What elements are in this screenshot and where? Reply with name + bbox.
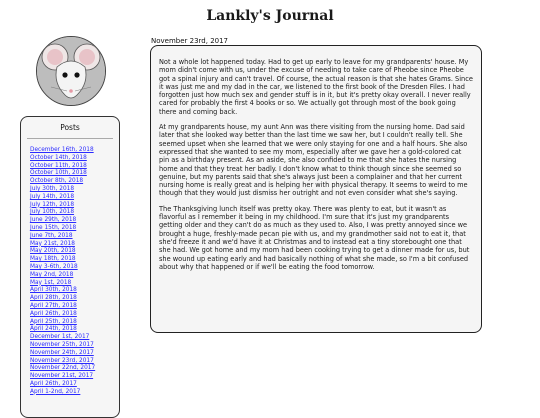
post-link[interactable]: July 10th, 2018 <box>30 209 75 216</box>
post-list-item <box>30 158 119 169</box>
post-list-item <box>30 142 119 153</box>
post-list-item <box>30 212 119 224</box>
post-list-item <box>30 337 119 348</box>
post-list-item <box>30 345 119 356</box>
posts-list <box>21 142 119 395</box>
post-link[interactable]: April 27th, 2018 <box>30 302 77 309</box>
post-link[interactable]: July 14th, 2018 <box>30 193 75 200</box>
post-link[interactable]: December 1st, 2017 <box>30 334 90 341</box>
post-list-item <box>30 329 119 341</box>
site-title: Lankly's Journal <box>206 8 334 24</box>
post-link[interactable]: May 18th, 2018 <box>30 256 76 263</box>
post-link[interactable]: November 23rd, 2017 <box>30 357 94 364</box>
post-list-item <box>30 189 119 200</box>
post-link[interactable]: June 15th, 2018 <box>30 224 77 231</box>
post-list-item <box>30 290 119 302</box>
post-list-item <box>30 259 119 270</box>
post-date: November 23rd, 2017 <box>151 37 229 45</box>
post-link[interactable]: October 11th, 2018 <box>30 162 87 169</box>
post-link[interactable]: April 25th, 2018 <box>30 318 77 325</box>
post-link[interactable]: April 26th, 2017 <box>30 380 77 387</box>
post-link[interactable]: November 22nd, 2017 <box>30 365 96 372</box>
post-list-item <box>30 306 119 317</box>
post-list-item <box>30 298 119 309</box>
post-paragraph: At my grandparents house, my aunt Ann was there visiting from the nursing home. Dad said later that she looked way better than the last time we saw her, but I couldn't really tell. She seemed upset when she learned that we were only staying for one and a half hours. She also expressed that she wanted to see my mom, especially after we gave her a gold-colored cat pin as a birthday present. As an aside, she also confided to me that she hates the nursing home and that they treat her badly. I don't know what to think though since she seemed so genuine, but my parents said that she's always just been a complainer and that her current nursing home is really great and is helping her with physical therapy. It seems to weird to me though that they would just dismiss her outright and not even consider what she's saying. <box>159 123 468 198</box>
post-link[interactable]: May 2nd, 2018 <box>30 271 74 278</box>
post-link[interactable]: April 26th, 2018 <box>30 310 77 317</box>
avatar <box>36 36 106 106</box>
post-list-item <box>30 251 119 263</box>
post-link[interactable]: April 30th, 2018 <box>30 287 77 294</box>
post-link[interactable]: May 3-6th, 2018 <box>30 263 78 270</box>
post-body <box>150 45 482 333</box>
post-link[interactable]: June 29th, 2018 <box>30 217 77 224</box>
post-link[interactable]: July 30th, 2018 <box>30 185 75 192</box>
post-list-item <box>30 318 119 333</box>
post-list-item <box>30 314 119 325</box>
post-list-item <box>30 173 119 185</box>
post-list-item <box>30 220 119 231</box>
post-list-item <box>30 376 119 387</box>
post-link[interactable]: October 8th, 2018 <box>30 178 84 185</box>
posts-heading: Posts <box>60 123 80 132</box>
post-list-item <box>30 384 119 395</box>
post-list-item <box>30 150 119 161</box>
posts-divider <box>27 138 113 139</box>
post-list-item <box>30 368 119 380</box>
post-link[interactable]: June 7th, 2018 <box>30 232 73 239</box>
post-link[interactable]: November 24th, 2017 <box>30 349 94 356</box>
post-link[interactable]: May 1st, 2018 <box>30 279 72 286</box>
post-list-item <box>30 275 119 286</box>
post-link[interactable]: April 24th, 2018 <box>30 326 77 333</box>
posts-sidebar <box>20 116 120 418</box>
post-link[interactable]: April 1-2nd, 2017 <box>30 388 81 395</box>
post-link[interactable]: November 21st, 2017 <box>30 373 94 380</box>
post-list-item <box>30 162 119 177</box>
post-list-item <box>30 236 119 247</box>
post-link[interactable]: October 10th, 2018 <box>30 170 87 177</box>
post-list-item <box>30 197 119 208</box>
post-list-item <box>30 279 119 294</box>
post-list-item <box>30 353 119 364</box>
post-link[interactable]: May 21st, 2018 <box>30 240 75 247</box>
post-paragraph: The Thanksgiving lunch itself was pretty okay. There was plenty to eat, but it wasn't as flavorful as I remember it being in my childhood. I'm sure that it's just my grandparents getting older and they can't do as much as they used to. Also, I was pretty annoyed since we brought a huge, freshly-made pecan pie with us, and my grandmother said not to eat it, that she'd freeze it and we'd have it at Christmas and to instead eat a tiny storebought one that she had. We got home and my mom had been cooking trying to get a dinner made for us, but she wound up eating early and had basically nothing of what she made, so I'm a bit confused about why that happened or if we'll be eating the food tomorrow. <box>159 204 470 271</box>
post-paragraph: Not a whole lot happened today. Had to get up early to leave for my grandparents' house. My mom didn't come with us, under the excuse of needing to take care of Pheobe since Pheobe got a spinal injury and can't travel. Of course, the actual reason is that she hates Grams. Since it was just me and my dad in the car, we listened to the first book of the Dresden Files. I had forgotten just how much sex and gender stuff is in it, but it's pretty okay overall. I never really cared for probably the first 4 books or so. We actually got through most of the book going there and coming back. <box>159 58 473 116</box>
post-link[interactable]: July 12th, 2018 <box>30 201 75 208</box>
rat-avatar-icon <box>37 37 105 105</box>
post-link[interactable]: December 16th, 2018 <box>30 147 94 153</box>
post-list-item <box>30 240 119 255</box>
post-list-item <box>30 357 119 372</box>
post-link[interactable]: April 28th, 2018 <box>30 295 77 302</box>
post-link[interactable]: May 20th, 2018 <box>30 248 76 255</box>
post-list-item <box>30 201 119 216</box>
post-link[interactable]: November 25th, 2017 <box>30 341 94 348</box>
post-link[interactable]: October 14th, 2018 <box>30 154 87 161</box>
